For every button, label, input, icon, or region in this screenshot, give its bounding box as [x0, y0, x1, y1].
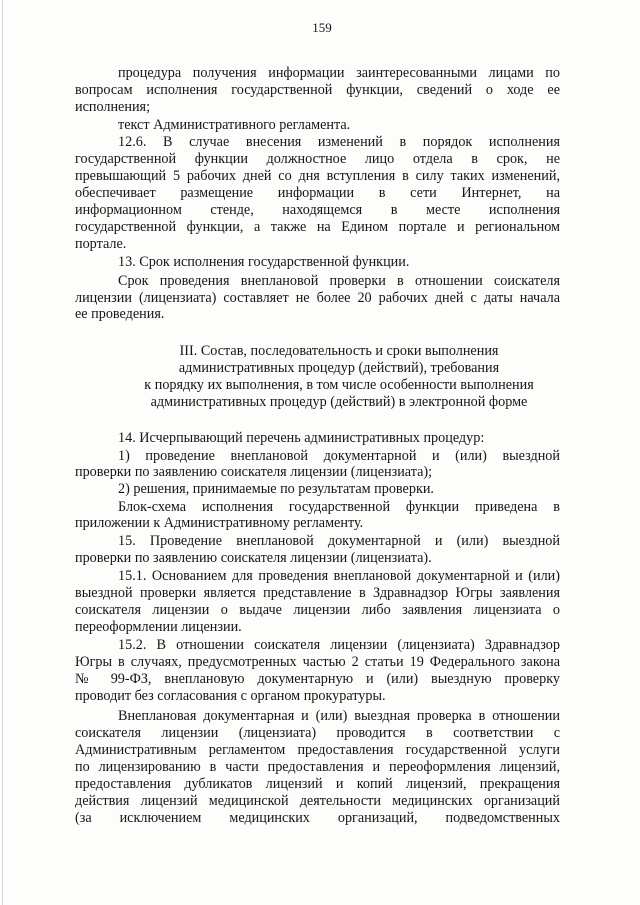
heading-line: административных процедур (действий) в электронной форме	[150, 394, 528, 410]
text-line: портале.	[75, 236, 127, 252]
text-line: 15. Проведение внеплановой документарной и (или) выездной	[118, 533, 560, 549]
text-line: 2) решения, принимаемые по результатам проверки.	[118, 481, 434, 497]
text-line: государственной функции должностное лицо отдела в срок, не	[75, 151, 560, 167]
page-number: 159	[312, 20, 332, 35]
text-line: ее проведения.	[75, 306, 165, 322]
heading-line: административных процедур (действий), требования	[178, 360, 500, 376]
text-line: приложении к Административному регламенту.	[75, 515, 364, 531]
text-line: проводит без согласования с органом прокуратуры.	[75, 688, 386, 704]
text-line: выездной проверки является представление в Здравнадзор Югры заявления	[75, 585, 560, 601]
text-line: 14. Исчерпывающий перечень административных процедур:	[118, 430, 485, 446]
text-line: государственной функции, а также на Едином портале и региональном	[75, 219, 560, 235]
text-line: № 99-ФЗ, внеплановую документарную и (или) выездную проверку	[75, 671, 560, 687]
heading-line: к порядку их выполнения, в том числе особенности выполнения	[144, 377, 534, 393]
text-line: превышающий 5 рабочих дней со дня вступления в силу таких изменений,	[75, 168, 560, 184]
text-line: проверки по заявлению соискателя лицензии (лицензиата).	[75, 550, 432, 566]
text-line: Внеплановая документарная и (или) выездная проверка в отношении	[118, 708, 560, 724]
text-line: Административным регламентом предоставления государственной услуги	[75, 742, 560, 758]
text-line: по лицензированию в части предоставления и переоформления лицензий,	[75, 759, 560, 775]
text-line: 1) проведение внеплановой документарной и (или) выездной	[118, 448, 560, 464]
text-line: предоставления дубликатов лицензий и копий лицензий, прекращения	[75, 776, 560, 792]
text-line: 15.1. Основанием для проведения внеплановой документарной и (или)	[118, 568, 560, 584]
text-line: соискателя лицензии о выдаче лицензии либо заявления лицензиата о	[75, 602, 560, 618]
text-line: Срок проведения внеплановой проверки в отношении соискателя	[118, 273, 560, 289]
text-line: вопросам исполнения государственной функции, сведений о ходе ее	[75, 82, 560, 98]
text-line: 15.2. В отношении соискателя лицензии (лицензиата) Здравнадзор	[118, 637, 560, 653]
text-line: текст Административного регламента.	[118, 117, 351, 133]
text-line: Югры в случаях, предусмотренных частью 2 статьи 19 Федерального закона	[75, 654, 560, 670]
text-line: информационном стенде, находящемся в месте исполнения	[75, 202, 560, 218]
text-line: 12.6. В случае внесения изменений в порядок исполнения	[118, 134, 560, 150]
text-line: лицензии (лицензиата) составляет не более 20 рабочих дней с даты начала	[75, 290, 560, 306]
text-line: 13. Срок исполнения государственной функции.	[118, 254, 410, 270]
scan-edge	[2, 0, 3, 905]
heading-line: III. Состав, последовательность и сроки выполнения	[179, 343, 499, 359]
text-line: соискателя лицензии (лицензиата) проводится в соответствии с	[75, 725, 560, 741]
text-line: процедура получения информации заинтересованными лицами по	[118, 65, 560, 81]
text-line: действия лицензий медицинской деятельности медицинских организаций	[75, 793, 560, 809]
text-line: (за исключением медицинских организаций, подведомственных	[75, 810, 560, 826]
text-line: обеспечивает размещение информации в сети Интернет, на	[75, 185, 560, 201]
text-line: переоформлении лицензии.	[75, 619, 242, 635]
text-line: исполнения;	[75, 99, 151, 115]
text-line: проверки по заявлению соискателя лицензии (лицензиата);	[75, 464, 433, 480]
text-line: Блок-схема исполнения государственной функции приведена в	[118, 499, 560, 515]
